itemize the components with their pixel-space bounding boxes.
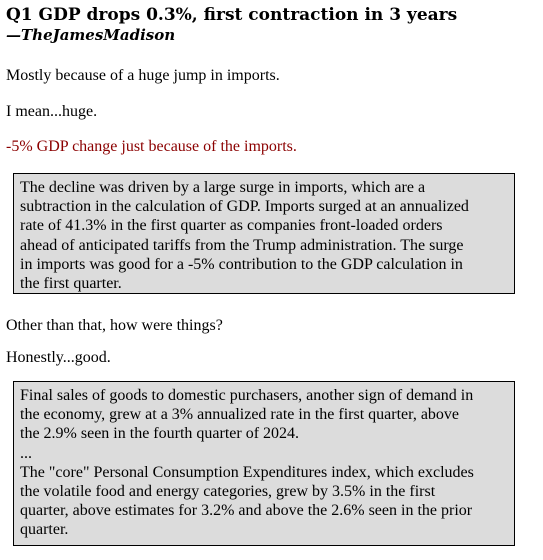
quote-line: The decline was driven by a large surge in imports, which are a: [20, 179, 426, 196]
quote-line: The "core" Personal Consumption Expenditures index, which excludes: [20, 463, 474, 481]
quote-line: Final sales of goods to domestic purchasers, another sign of demand in: [20, 387, 474, 404]
quote-line: the economy, grew at a 3% annualized rate in the first quarter, above: [20, 406, 460, 424]
post-author[interactable]: —TheJamesMadison: [6, 26, 176, 44]
quote-line: the first quarter.: [20, 275, 122, 293]
quote-line: quarter.: [20, 521, 69, 539]
post-title: Q1 GDP drops 0.3%, first contraction in 3 years: [6, 5, 458, 25]
paragraph-honestly-good: Honestly...good.: [6, 349, 111, 366]
quote-line: subtraction in the calculation of GDP. Imports surged at an annualized: [20, 198, 469, 216]
quote-line: the volatile food and energy categories, grew by 3.5% in the first: [20, 483, 436, 501]
quote-line: the 2.9% seen in the fourth quarter of 2024.: [20, 425, 300, 443]
quote-line: in imports was good for a -5% contribution to the GDP calculation in: [20, 255, 463, 273]
quote-line: ahead of anticipated tariffs from the Trump administration. The surge: [20, 236, 464, 254]
paragraph-gdp-change-highlight: -5% GDP change just because of the imports.: [6, 138, 297, 155]
quote-block-demand: [13, 381, 515, 546]
quote-block-imports: [13, 173, 515, 294]
quote-ellipsis: ...: [20, 444, 32, 462]
paragraph-imports: Mostly because of a huge jump in imports.: [6, 67, 280, 84]
paragraph-huge: I mean...huge.: [6, 103, 98, 120]
paragraph-other-than-that: Other than that, how were things?: [6, 317, 223, 334]
quote-line: rate of 41.3% in the first quarter as companies front-loaded orders: [20, 217, 443, 235]
quote-line: quarter, above estimates for 3.2% and above the 2.6% seen in the prior: [20, 502, 473, 520]
